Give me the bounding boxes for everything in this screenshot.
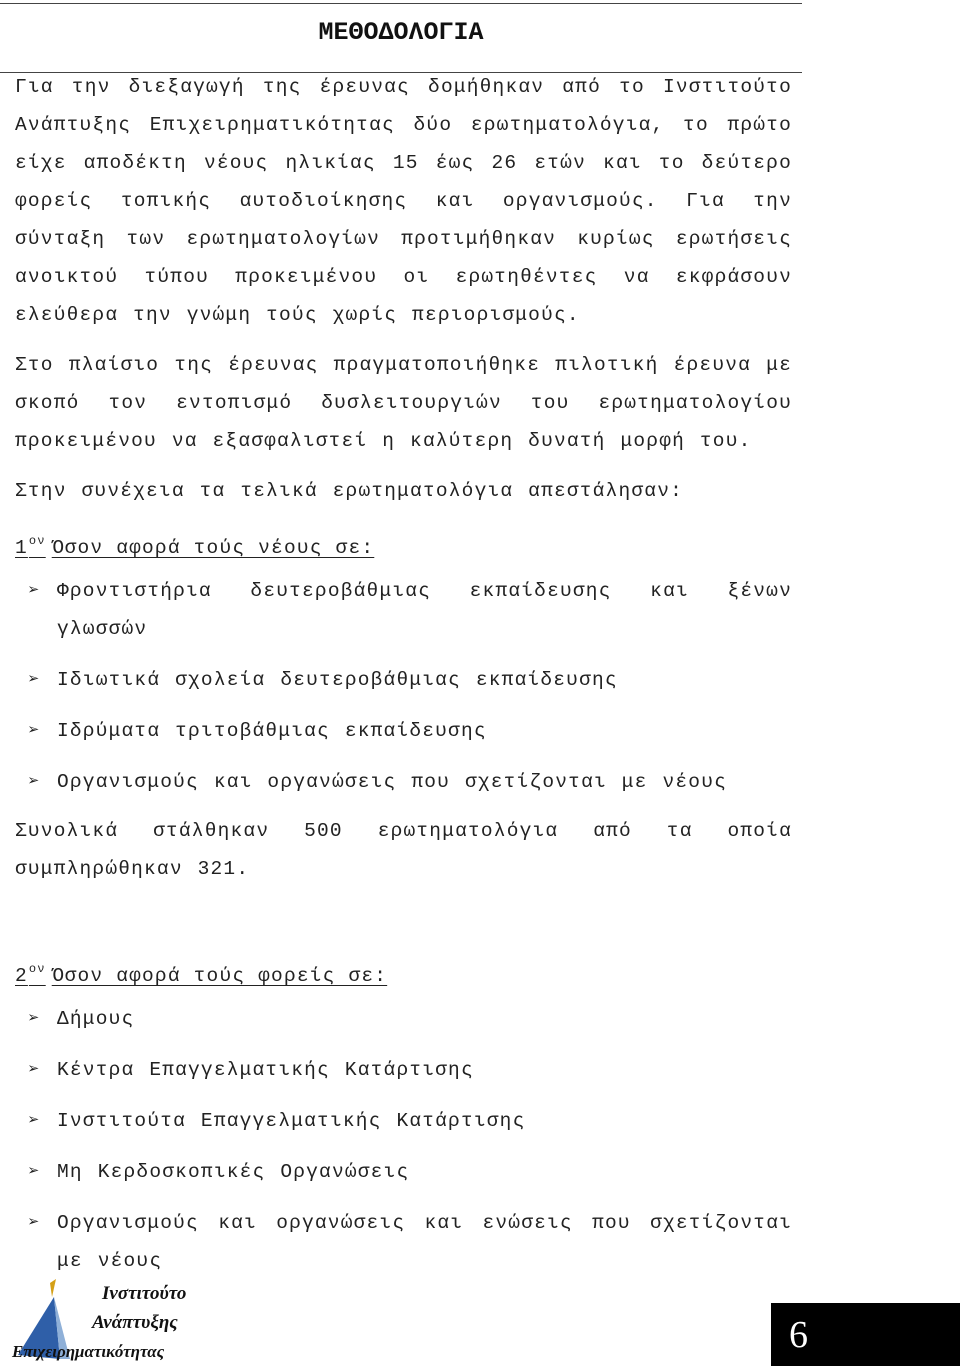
list-item [28,763,792,801]
top-rule [0,3,802,4]
page-title: ΜΕΘΟΔΟΛΟΓΙΑ [318,18,484,47]
page-number-box [771,1303,960,1366]
arrow-bullet-icon: ➢ [28,771,41,793]
list-item [28,661,792,699]
arrow-bullet-icon: ➢ [28,1110,41,1132]
arrow-bullet-icon: ➢ [28,720,41,742]
list-item [28,1204,792,1280]
list-item [28,1102,792,1140]
arrow-bullet-icon: ➢ [28,1008,41,1030]
list-item-text: Φροντιστήρια δευτεροβάθμιας εκπαίδευσης και ξένων γλωσσών [57,580,792,640]
arrow-bullet-icon: ➢ [28,1059,41,1081]
list-item-text: Οργανισμούς και οργανώσεις που σχετίζονται με νέους [57,771,727,793]
list-item-text: Ιδιωτικά σχολεία δευτεροβάθμιας εκπαίδευσης [57,669,618,691]
section-2-label: Όσον αφορά τούς φορείς σε: [51,965,388,987]
section-1-label: Όσον αφορά τούς νέους σε: [51,537,375,559]
pilot-paragraph: Στο πλαίσιο της έρευνας πραγματοποιήθηκε πιλοτική έρευνα με σκοπό τον εντοπισμό δυσλειτουργιών του ερωτηματολογίου προκειμένου να εξασφαλιστεί η καλύτερη δυνατή μορφή του. [15,354,792,452]
list-item-text: Κέντρα Επαγγελματικής Κατάρτισης [57,1059,474,1081]
list-item [28,1051,792,1089]
list-item [28,1153,792,1191]
sent-paragraph: Στην συνέχεια τα τελικά ερωτηματολόγια απεστάλησαν: [15,480,683,502]
logo-line-2: Ανάπτυξης [92,1312,178,1333]
section-2-ordinal: ον [28,962,46,976]
list-item [28,572,792,648]
logo-line-3: Επιχειρηματικότητας [12,1342,165,1361]
section-1-number: 1 [15,537,28,559]
list-item-text: Οργανισμούς και οργανώσεις και ενώσεις που σχετίζονται με νέους [57,1212,792,1272]
arrow-bullet-icon: ➢ [28,1161,41,1183]
logo-line-1: Ινστιτούτο [102,1283,187,1304]
section-1-ordinal: ον [28,534,46,548]
arrow-bullet-icon: ➢ [28,1212,41,1234]
logo-flag-icon [50,1279,56,1297]
summary-paragraph: Συνολικά στάλθηκαν 500 ερωτηματολόγια από τα οποία συμπληρώθηκαν 321. [15,820,792,880]
page-number: 6 [789,1314,808,1356]
list-item-text: Ινστιτούτα Επαγγελματικής Κατάρτισης [57,1110,526,1132]
section-2-heading [15,950,387,995]
list-item-text: Δήμους [57,1008,135,1030]
list-item-text: Μη Κερδοσκοπικές Οργανώσεις [57,1161,410,1183]
list-item [28,1000,792,1038]
institute-logo [10,1275,200,1363]
intro-paragraph: Για την διεξαγωγή της έρευνας δομήθηκαν από το Ινστιτούτο Ανάπτυξης Επιχειρηματικότητας δύο ερωτηματολόγια, το πρώτο είχε αποδέκτη νέους ηλικίας 15 έως 26 ετών και το δεύτερο φορείς τοπικής αυτοδιοίκησης και οργανισμούς. Για την σύνταξη των ερωτηματολογίων προτιμήθηκαν κυρίως ερωτήσεις ανοικτού τύπου προκειμένου οι ερωτηθέντες να εκφράσουν ελεύθερα την γνώμη τούς χωρίς περιορισμούς. [15,76,792,326]
arrow-bullet-icon: ➢ [28,580,41,602]
section-1-heading [15,522,374,567]
list-item [28,712,792,750]
section-2-number: 2 [15,965,28,987]
list-item-text: Ιδρύματα τριτοβάθμιας εκπαίδευσης [57,720,487,742]
arrow-bullet-icon: ➢ [28,669,41,691]
